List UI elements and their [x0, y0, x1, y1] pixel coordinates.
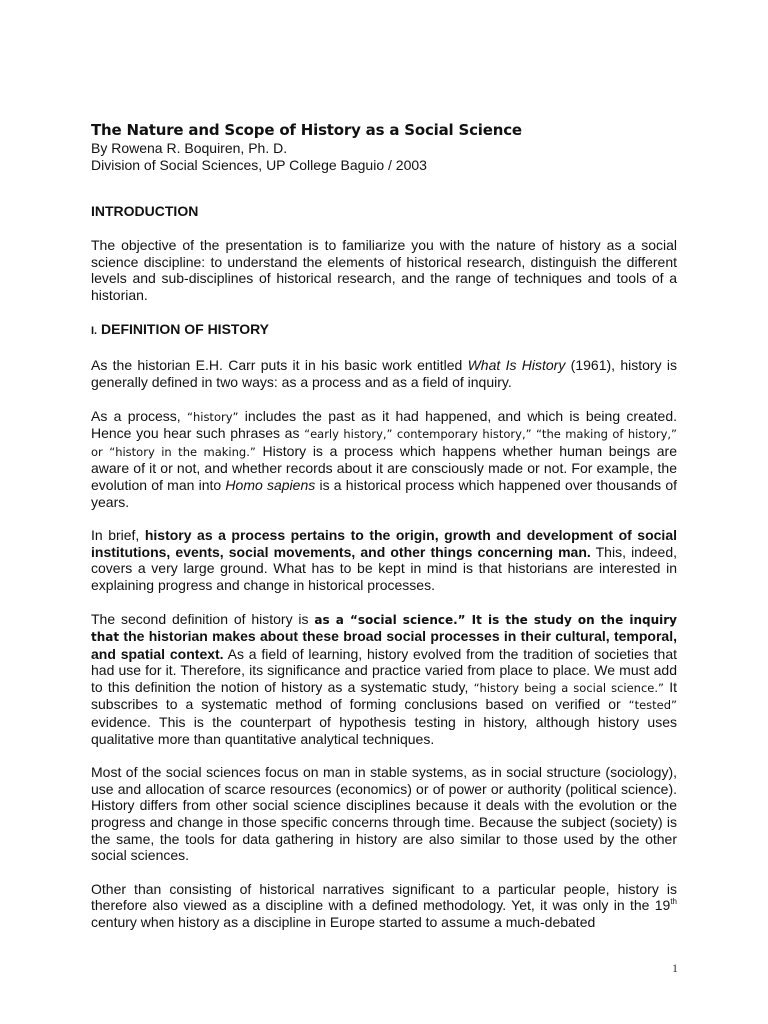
bold-definition-continued: the historian makes about these broad social processes in their cultural, temporal, and spatial context.	[91, 628, 677, 662]
definition-paragraph-1	[91, 357, 677, 390]
bold-definition: history as a process pertains to the origin, growth and development of social institutions, events, social movements, and other things concerning man.	[91, 527, 677, 560]
text-run: century when history as a discipline in Europe started to assume a much-debated	[91, 914, 596, 930]
text-run: As the historian E.H. Carr puts it in his basic work entitled	[91, 357, 468, 374]
species-name: Homo sapiens	[225, 476, 316, 493]
introduction-paragraph: The objective of the presentation is to familiarize you with the nature of history as a social science discipline: to understand the elements of historical research, distinguish the different levels and sub-disciplines of historical research, and the range of techniques and tools of a historian.	[91, 237, 677, 303]
book-title: What Is History	[467, 357, 566, 374]
definition-paragraph-4	[91, 611, 677, 748]
definition-paragraph-6	[91, 881, 677, 931]
text-run: Other than consisting of historical narratives significant to a particular people, history is therefore also viewed as a discipline with a defined methodology. Yet, it was only in the 19	[91, 880, 677, 914]
document-title: The Nature and Scope of History as a Social Science	[91, 121, 522, 139]
text-run: is a historical process which happened over thousands of years.	[91, 476, 677, 510]
ordinal-superscript: th	[670, 897, 677, 907]
text-run: It subscribes to a systematic method of forming conclusions based on verified or	[91, 678, 677, 713]
text-run: In brief,	[91, 527, 145, 544]
introduction-heading: INTRODUCTION	[91, 203, 199, 219]
bold-definition: as a “social science.” It is the study on the inquiry that	[91, 612, 677, 645]
quoted-term: “history”	[187, 409, 239, 424]
text-run: As a process,	[91, 407, 187, 424]
quoted-phrases: “early history,” contemporary history,” “the making of history,” or “history in the making.”	[91, 427, 677, 459]
section-numeral: I.	[91, 325, 98, 338]
definition-paragraph-3	[91, 527, 677, 593]
affiliation-line: Division of Social Sciences, UP College Baguio / 2003	[91, 157, 427, 173]
definition-heading	[91, 321, 677, 340]
quoted-phrase: “history being a social science.”	[473, 680, 664, 695]
text-run: (1961), history is generally defined in two ways: as a process and as a field of inquiry.	[91, 357, 678, 390]
definition-heading-text: DEFINITION OF HISTORY	[101, 321, 270, 338]
definition-paragraph-2	[91, 408, 677, 511]
document-content	[91, 120, 677, 931]
text-run: evidence. This is the counterpart of hypothesis testing in history, although history uses qualitative more than quantitative analytical techniques.	[91, 714, 677, 747]
text-run: includes the past as it had happened, and which is being created. Hence you hear such phrases as	[91, 407, 678, 442]
text-run: The second definition of history is	[91, 610, 315, 627]
author-line: By Rowena R. Boquiren, Ph. D.	[91, 140, 288, 156]
text-run: History is a process which happens whether human beings are aware of it or not, and whether records about it are consciously made or not. For example, the evolution of man into	[91, 442, 678, 493]
text-run: This, indeed, covers a very large ground. What has to be kept in mind is that historians are interested in explaining progress and change in historical processes.	[91, 543, 677, 593]
definition-paragraph-5: Most of the social sciences focus on man in stable systems, as in social structure (sociology), use and allocation of scarce resources (economics) or of power or authority (political science). History differs from other social science disciplines because it deals with the evolution or the progress and change in those specific concerns through time. Because the subject (society) is the same, the tools for data gathering in history are also similar to those used by the other social sciences.	[91, 764, 677, 864]
quoted-term: “tested”	[628, 698, 677, 713]
page-number: 1	[672, 961, 678, 975]
text-run: As a field of learning, history evolved from the tradition of societies that had use for it. Therefore, its significance and practice varied from place to place. We must add to this definition the notion of history as a systematic study,	[91, 645, 677, 695]
